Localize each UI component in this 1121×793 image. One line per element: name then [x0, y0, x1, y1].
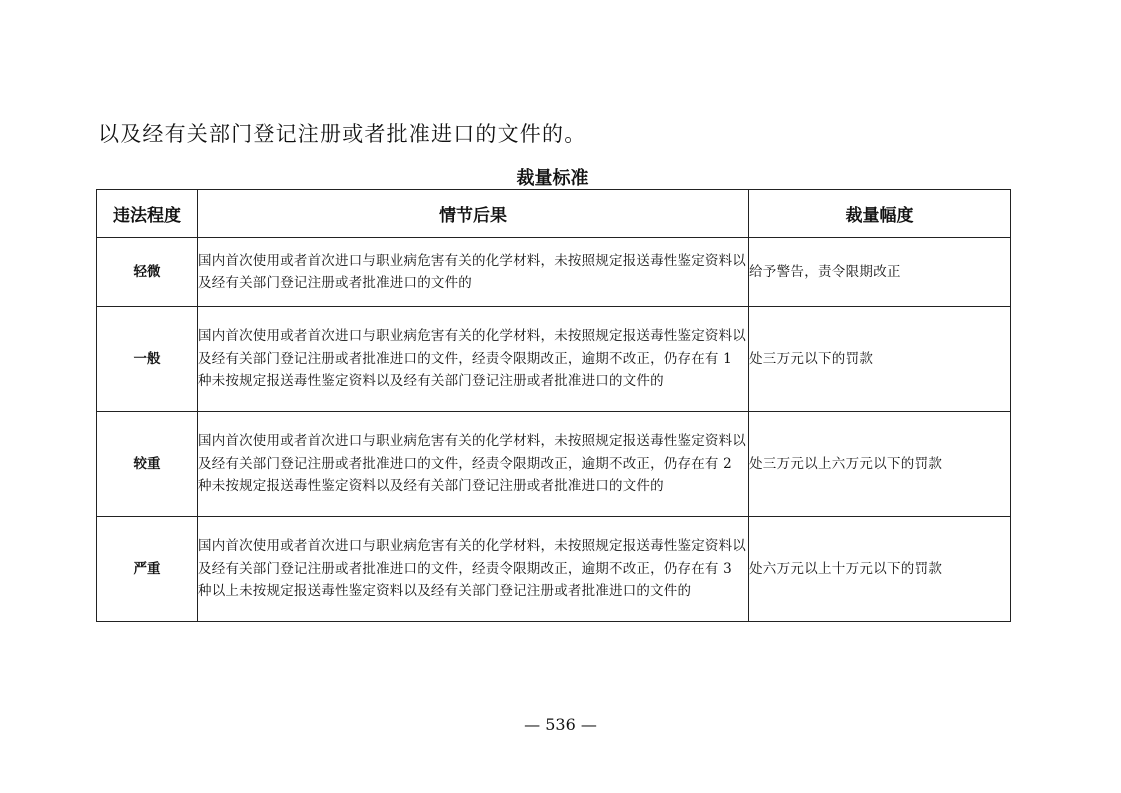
level-cell: 轻微 — [97, 238, 198, 307]
level-cell: 一般 — [97, 307, 198, 412]
header-circumstances: 情节后果 — [198, 190, 749, 238]
penalty-cell: 处三万元以下的罚款 — [749, 307, 1011, 412]
table-row — [97, 238, 1011, 307]
table-row — [97, 517, 1011, 622]
table-row — [97, 307, 1011, 412]
level-cell: 较重 — [97, 412, 198, 517]
detail-cell: 国内首次使用或者首次进口与职业病危害有关的化学材料，未按照规定报送毒性鉴定资料以及经有关部门登记注册或者批准进口的文件，经责令限期改正，逾期不改正，仍存在有 3 种以上未按规定报送毒性鉴定资料以及经有关部门登记注册或者批准进口的文件的 — [198, 517, 749, 622]
penalty-cell: 给予警告，责令限期改正 — [749, 238, 1011, 307]
intro-paragraph: 以及经有关部门登记注册或者批准进口的文件的。 — [98, 122, 587, 146]
detail-cell: 国内首次使用或者首次进口与职业病危害有关的化学材料，未按照规定报送毒性鉴定资料以及经有关部门登记注册或者批准进口的文件的 — [198, 238, 749, 307]
header-penalty-range: 裁量幅度 — [749, 190, 1011, 238]
table-caption: 裁量标准 — [516, 168, 589, 189]
penalty-cell: 处三万元以上六万元以下的罚款 — [749, 412, 1011, 517]
detail-cell: 国内首次使用或者首次进口与职业病危害有关的化学材料，未按照规定报送毒性鉴定资料以及经有关部门登记注册或者批准进口的文件，经责令限期改正，逾期不改正，仍存在有 2 种未按规定报送毒性鉴定资料以及经有关部门登记注册或者批准进口的文件的 — [198, 412, 749, 517]
penalty-standard-table — [96, 189, 1011, 622]
page-number: — 536 — — [524, 715, 597, 734]
level-cell: 严重 — [97, 517, 198, 622]
penalty-cell: 处六万元以上十万元以下的罚款 — [749, 517, 1011, 622]
detail-cell: 国内首次使用或者首次进口与职业病危害有关的化学材料，未按照规定报送毒性鉴定资料以及经有关部门登记注册或者批准进口的文件，经责令限期改正，逾期不改正，仍存在有 1 种未按规定报送毒性鉴定资料以及经有关部门登记注册或者批准进口的文件的 — [198, 307, 749, 412]
table-header-row — [97, 190, 1011, 238]
header-violation-degree: 违法程度 — [97, 190, 198, 238]
table-row — [97, 412, 1011, 517]
